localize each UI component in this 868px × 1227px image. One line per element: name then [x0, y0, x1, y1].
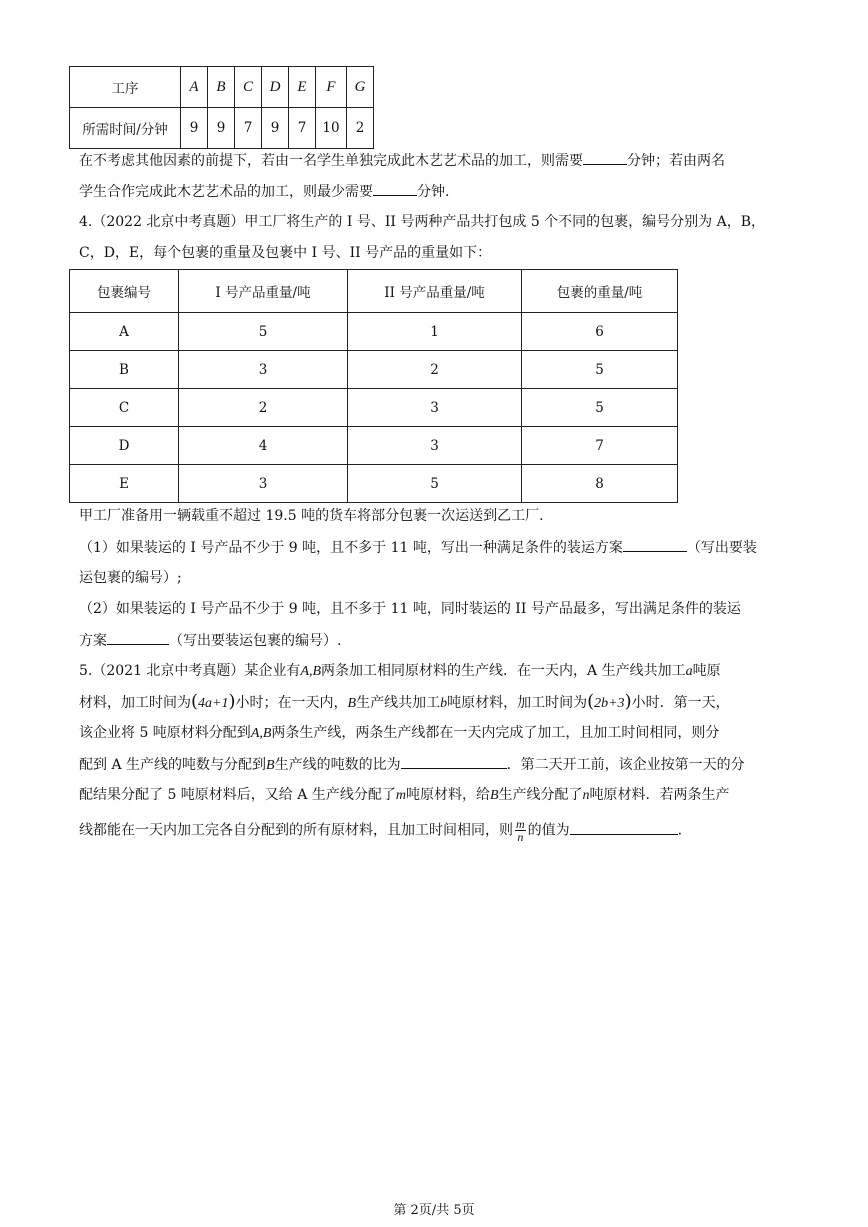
answer-blank[interactable]: [107, 630, 169, 645]
table-header: I 号产品重量/吨: [179, 270, 348, 313]
math-var: B: [347, 696, 357, 711]
table-cell: 5: [522, 389, 678, 427]
text: 分钟；若由两名: [627, 153, 725, 169]
q3-line-2: [79, 181, 799, 202]
table-cell: 7: [235, 108, 262, 149]
table-cell: 3: [348, 389, 522, 427]
text: 配结果分配了 5 吨原材料后，又给 A 生产线分配了: [79, 787, 396, 803]
text: 5.（2021 北京中考真题）某企业有: [79, 663, 301, 679]
table-cell: D: [262, 67, 289, 108]
text: 吨原材料，给: [405, 787, 490, 803]
text: 生产线的吨数的比为: [274, 757, 401, 773]
text: 两条生产线，两条生产线都在一天内完成了加工，且加工时间相同，则分: [271, 725, 720, 741]
table-cell: 5: [348, 465, 522, 503]
q4-line-2: C，D，E，每个包裹的重量及包裹中 I 号、II 号产品的重量如下：: [79, 245, 492, 261]
table-cell: 5: [179, 313, 348, 351]
table-cell: E: [70, 465, 179, 503]
math-var: m: [395, 788, 406, 803]
table-cell: 所需时间/分钟: [70, 108, 181, 149]
table-row: [70, 108, 374, 149]
table-cell: C: [70, 389, 179, 427]
table-cell: E: [289, 67, 316, 108]
table-cell: 9: [262, 108, 289, 149]
text: .: [677, 822, 683, 839]
table-cell: C: [235, 67, 262, 108]
text: （写出要装: [686, 540, 757, 556]
text: 学生合作完成此木艺艺术品的加工，则最少需要: [79, 184, 373, 200]
text: 线都能在一天内加工完各自分配到的所有原材料，且加工时间相同，则: [79, 822, 513, 839]
text: 生产线分配了: [498, 787, 583, 803]
text: 的值为: [527, 822, 570, 839]
table-cell: 7: [289, 108, 316, 149]
q4-part2-line-2: [79, 630, 799, 651]
q5-line-1: [79, 661, 799, 682]
q5-line-6: [79, 818, 799, 843]
table-header: 包裹的重量/吨: [522, 270, 678, 313]
q4-after-table: 甲工厂准备用一辆载重不超过 19.5 吨的货车将部分包裹一次运送到乙工厂.: [79, 508, 544, 524]
text: 材料，加工时间为: [79, 695, 191, 711]
text: 吨原材料，加工时间为: [447, 695, 588, 711]
page-footer: 第 2页/共 5页: [393, 1203, 475, 1218]
text: 该企业将 5 吨原材料分配到: [79, 725, 251, 741]
q5-line-4: [79, 754, 799, 776]
text: （1）如果装运的 I 号产品不少于 9 吨，且不多于 11 吨，写出一种满足条件的装运方案: [79, 540, 623, 556]
table-row: [70, 465, 678, 503]
fraction-m-over-n: [515, 818, 526, 843]
table-row: [70, 389, 678, 427]
text: 吨原材料．若两条生产: [589, 787, 730, 803]
q3-line-1: [79, 150, 799, 171]
table-row: [70, 67, 374, 108]
table-row: [70, 351, 678, 389]
q4-part2-line-1: （2）如果装运的 I 号产品不少于 9 吨，且不多于 11 吨，同时装运的 II 号产品最多，写出满足条件的装运: [79, 601, 741, 617]
package-table: [69, 269, 678, 503]
q5-line-5: [79, 785, 799, 806]
text: 配到 A 生产线的吨数与分配到: [79, 757, 267, 773]
math-var: B: [266, 758, 275, 773]
table-cell: 4: [179, 427, 348, 465]
text: 生产线共加工: [356, 695, 441, 711]
table-cell: 9: [208, 108, 235, 149]
process-time-table: [69, 66, 374, 149]
table-cell: 8: [522, 465, 678, 503]
table-cell: 工序: [70, 67, 181, 108]
fraction-numerator: m: [516, 817, 525, 831]
text: 在不考虑其他因素的前提下，若由一名学生单独完成此木艺艺术品的加工，则需要: [79, 153, 583, 169]
text: （写出要装运包裹的编号）.: [169, 633, 342, 649]
q5-line-2: 材料，加工时间为(4a+1)小时；在一天内，B生产线共加工b吨原材料，加工时间为(2b+3)小时．第一天，: [79, 691, 730, 712]
table-header: II 号产品重量/吨: [348, 270, 522, 313]
answer-blank[interactable]: [373, 181, 417, 196]
text: ．第二天开工前，该企业按第一天的分: [506, 757, 745, 773]
text: 两条加工相同原材料的生产线．在一天内，A 生产线共加工: [321, 663, 686, 679]
math-expression: 2b+3: [594, 696, 625, 711]
math-var: n: [582, 788, 590, 803]
math-var: B: [489, 788, 499, 803]
table-cell: 2: [179, 389, 348, 427]
table-cell: F: [316, 67, 347, 108]
fraction-denominator: n: [517, 830, 524, 844]
table-row: [70, 313, 678, 351]
table-cell: 1: [348, 313, 522, 351]
table-cell: 9: [181, 108, 208, 149]
table-cell: G: [347, 67, 374, 108]
table-cell: B: [208, 67, 235, 108]
table-cell: A: [181, 67, 208, 108]
table-cell: 2: [348, 351, 522, 389]
text: 小时．第一天，: [631, 695, 730, 711]
math-var: a: [685, 664, 693, 679]
q5-line-3: [79, 723, 799, 744]
math-var: b: [440, 696, 448, 711]
math-expression: 4a+1: [198, 696, 229, 711]
q4-part1-line-1: [79, 537, 799, 558]
answer-blank[interactable]: [570, 820, 678, 835]
table-row: [70, 427, 678, 465]
table-cell: 5: [522, 351, 678, 389]
table-cell: 2: [347, 108, 374, 149]
math-var: A,B: [300, 664, 322, 679]
table-cell: 6: [522, 313, 678, 351]
table-cell: 10: [316, 108, 347, 149]
table-cell: 3: [179, 465, 348, 503]
math-var: A,B: [250, 726, 272, 741]
table-cell: A: [70, 313, 179, 351]
q4-line-1: 4.（2022 北京中考真题）甲工厂将生产的 I 号、II 号两种产品共打包成 5 个不同的包裹，编号分别为 A，B，: [79, 214, 766, 230]
table-header: 包裹编号: [70, 270, 179, 313]
text: 小时；在一天内，: [235, 695, 348, 711]
table-cell: D: [70, 427, 179, 465]
table-cell: 3: [179, 351, 348, 389]
answer-blank[interactable]: [623, 537, 687, 552]
answer-blank[interactable]: [583, 150, 627, 165]
answer-blank[interactable]: [401, 754, 507, 769]
text: 吨原: [692, 663, 721, 679]
table-header-row: [70, 270, 678, 313]
table-cell: B: [70, 351, 179, 389]
q4-part1-line-2: 运包裹的编号）;: [79, 570, 182, 586]
text: 方案: [79, 633, 107, 649]
table-cell: 7: [522, 427, 678, 465]
table-cell: 3: [348, 427, 522, 465]
text: 分钟.: [417, 184, 450, 200]
